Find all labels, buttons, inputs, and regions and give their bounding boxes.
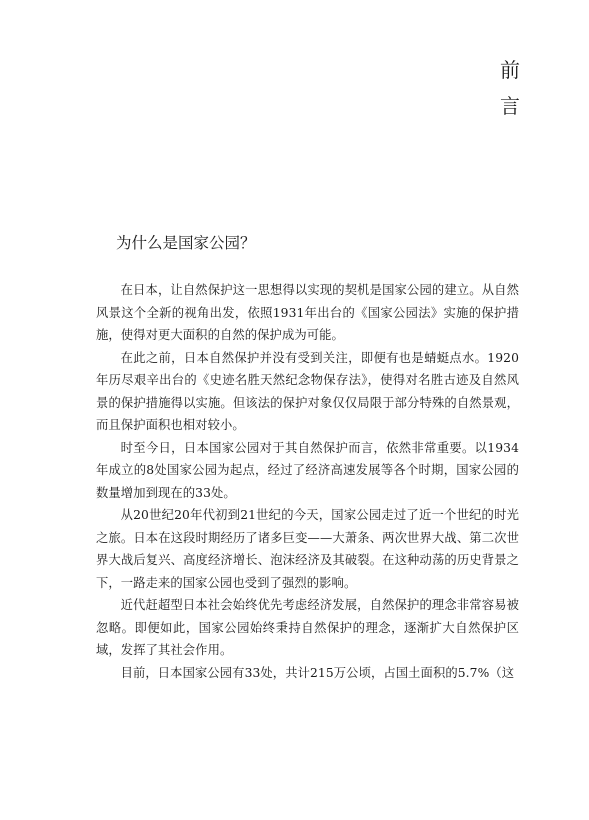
chapter-title-char: 言 bbox=[500, 94, 520, 118]
paragraph: 近代赶超型日本社会始终优先考虑经济发展，自然保护的理念非常容易被忽略。即便如此，国家公园始终秉持自然保护的理念，逐渐扩大自然保护区域，发挥了其社会作用。 bbox=[96, 598, 519, 657]
paragraph: 时至今日，日本国家公园对于其自然保护而言，依然非常重要。以1934年成立的8处国家公园为起点，经过了经济高速发展等各个时期，国家公园的数量增加到现在的33处。 bbox=[96, 440, 519, 500]
chapter-title-char: 前 bbox=[500, 58, 520, 82]
chapter-title bbox=[492, 58, 528, 118]
paragraph: 目前，日本国家公园有33处，共计215万公顷，占国土面积的5.7%（这 bbox=[120, 665, 515, 680]
paragraph: 从20世纪20年代初到21世纪的今天，国家公园走过了近一个世纪的时光之旅。日本在这段时期经历了诸多巨变——大萧条、两次世界大战、第二次世界大战后复兴、高度经济增长、泡沫经济及其破裂。在这种动荡的历史背景之下，一路走来的国家公园也受到了强烈的影响。 bbox=[96, 508, 519, 590]
paragraph: 在此之前，日本自然保护并没有受到关注，即便有也是蜻蜓点水。1920年历尽艰辛出台的《史迹名胜天然纪念物保存法》，使得对名胜古迹及自然风景的保护措施得以实施。但该法的保护对象仅仅局限于部分特殊的自然景观，而且保护面积也相对较小。 bbox=[96, 350, 519, 432]
paragraph: 在日本，让自然保护这一思想得以实现的契机是国家公园的建立。从自然风景这个全新的视角出发，依照1931年出台的《国家公园法》实施的保护措施，使得对更大面积的自然的保护成为可能。 bbox=[96, 283, 519, 342]
section-heading: 为什么是国家公园？ bbox=[116, 234, 256, 252]
body-text bbox=[96, 279, 519, 684]
